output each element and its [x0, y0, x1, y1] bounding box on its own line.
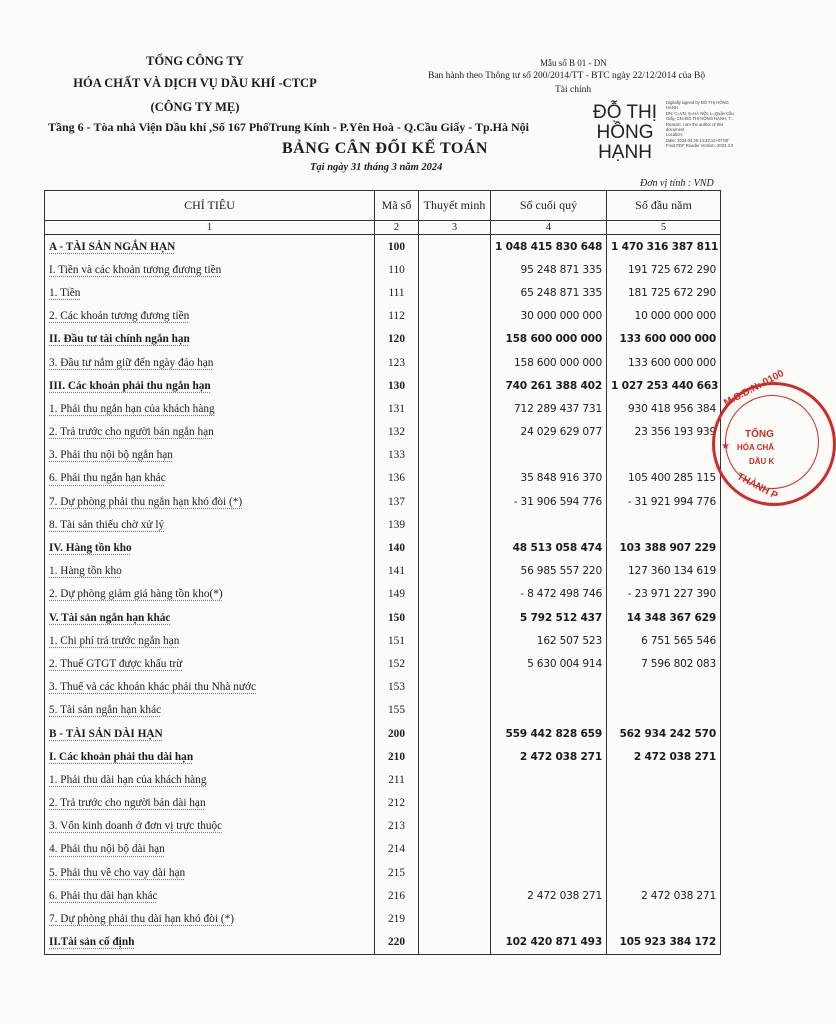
table-row [45, 838, 721, 861]
note-cell [419, 467, 491, 490]
code-cell: 153 [375, 676, 419, 699]
code-cell: 150 [375, 606, 419, 629]
indicator-cell: II. Đầu tư tài chính ngắn hạn [45, 328, 375, 351]
code-cell: 213 [375, 815, 419, 838]
table-row [45, 884, 721, 907]
end-of-quarter-value [491, 768, 607, 791]
header-end-of-quarter: Số cuối quý [491, 191, 607, 221]
end-of-quarter-value: 712 289 437 731 [491, 397, 607, 420]
stamp-text-bottom: THÀNH P [735, 471, 780, 502]
beginning-of-year-value [607, 792, 721, 815]
table-row [45, 722, 721, 745]
indicator-cell: 3. Phải thu nội bộ ngắn hạn [45, 444, 375, 467]
column-number: 2 [375, 221, 419, 235]
table-row [45, 467, 721, 490]
note-cell [419, 676, 491, 699]
beginning-of-year-value: 127 360 134 619 [607, 560, 721, 583]
table-row [45, 490, 721, 513]
note-cell [419, 699, 491, 722]
note-cell [419, 792, 491, 815]
indicator-cell: 2. Các khoản tương đương tiền [45, 305, 375, 328]
end-of-quarter-value: 158 600 000 000 [491, 351, 607, 374]
company-name-line2: HÓA CHẤT VÀ DỊCH VỤ DẦU KHÍ -CTCP [73, 76, 317, 90]
note-cell [419, 652, 491, 675]
beginning-of-year-value [607, 768, 721, 791]
end-of-quarter-value: - 31 906 594 776 [491, 490, 607, 513]
table-row [45, 258, 721, 281]
header-note: Thuyết minh [419, 191, 491, 221]
indicator-cell: 3. Đầu tư nắm giữ đến ngày đáo hạn [45, 351, 375, 374]
table-row [45, 536, 721, 559]
form-code: Mẫu số B 01 - DN [540, 58, 607, 68]
code-cell: 155 [375, 699, 419, 722]
column-number: 3 [419, 221, 491, 235]
indicator-cell: 2. Thuế GTGT được khấu trừ [45, 652, 375, 675]
end-of-quarter-value: 5 792 512 437 [491, 606, 607, 629]
end-of-quarter-value: 740 261 388 402 [491, 374, 607, 397]
column-number: 1 [45, 221, 375, 235]
note-cell [419, 444, 491, 467]
indicator-cell: 4. Phải thu nội bộ dài hạn [45, 838, 375, 861]
note-cell [419, 722, 491, 745]
table-row [45, 513, 721, 536]
code-cell: 220 [375, 931, 419, 955]
signature-detail-line: Giấy, CN=ĐỖ THỊ HỒNG HẠNH, T... [666, 116, 734, 122]
balance-sheet-body [45, 235, 721, 955]
indicator-cell: 1. Phải thu ngắn hạn của khách hàng [45, 397, 375, 420]
end-of-quarter-value: 158 600 000 000 [491, 328, 607, 351]
signature-detail-line: Reason: I am the author of this [666, 121, 724, 127]
code-cell: 110 [375, 258, 419, 281]
code-cell: 136 [375, 467, 419, 490]
beginning-of-year-value [607, 513, 721, 536]
indicator-cell: 8. Tài sản thiếu chờ xử lý [45, 513, 375, 536]
table-row [45, 629, 721, 652]
beginning-of-year-value: 14 348 367 629 [607, 606, 721, 629]
beginning-of-year-value [607, 815, 721, 838]
code-cell: 215 [375, 861, 419, 884]
table-header-row [45, 191, 721, 221]
table-row [45, 305, 721, 328]
table-row [45, 792, 721, 815]
signature-name-line1: ĐỖ THỊ [592, 102, 658, 123]
code-cell: 137 [375, 490, 419, 513]
beginning-of-year-value: 10 000 000 000 [607, 305, 721, 328]
end-of-quarter-value: 35 848 916 370 [491, 467, 607, 490]
stamp-text-mid3: DẦU K [749, 457, 775, 466]
signature-detail-line: Digitally signed by ĐỖ THỊ HỒNG [666, 100, 729, 105]
table-row [45, 328, 721, 351]
beginning-of-year-value [607, 676, 721, 699]
indicator-cell: III. Các khoản phải thu ngắn hạn [45, 374, 375, 397]
indicator-cell: 7. Dự phòng phải thu ngắn hạn khó đòi (*) [45, 490, 375, 513]
signature-detail-line: Foxit PDF Reader Version: 2023.3.0 [666, 143, 734, 149]
digital-signature-name [588, 103, 662, 163]
signature-detail-line: Location: [666, 132, 683, 138]
code-cell: 100 [375, 235, 419, 259]
end-of-quarter-value [491, 676, 607, 699]
signature-name-line2: HỒNG [596, 122, 654, 143]
code-cell: 120 [375, 328, 419, 351]
beginning-of-year-value: 1 470 316 387 811 [607, 235, 721, 259]
end-of-quarter-value: - 8 472 498 746 [491, 583, 607, 606]
header-beginning-of-year: Số đầu năm [607, 191, 721, 221]
code-cell: 111 [375, 281, 419, 304]
column-number-row [45, 221, 721, 235]
ministry-label: Tài chính [555, 85, 592, 95]
end-of-quarter-value [491, 444, 607, 467]
company-seal-stamp: M.S.D.N: 0100 ★ TỔNG HÓA CHẤ DẦU K THÀNH P [712, 382, 836, 506]
end-of-quarter-value: 56 985 557 220 [491, 560, 607, 583]
beginning-of-year-value [607, 907, 721, 930]
code-cell: 210 [375, 745, 419, 768]
note-cell [419, 374, 491, 397]
note-cell [419, 861, 491, 884]
table-row [45, 444, 721, 467]
indicator-cell: IV. Hàng tồn kho [45, 536, 375, 559]
indicator-cell: 1. Hàng tồn kho [45, 560, 375, 583]
table-row [45, 560, 721, 583]
beginning-of-year-value: 105 400 285 115 [607, 467, 721, 490]
note-cell [419, 838, 491, 861]
table-row [45, 815, 721, 838]
note-cell [419, 815, 491, 838]
stamp-text-mid2: HÓA CHẤ [737, 443, 775, 452]
table-row [45, 421, 721, 444]
note-cell [419, 745, 491, 768]
note-cell [419, 305, 491, 328]
beginning-of-year-value: 103 388 907 229 [607, 536, 721, 559]
beginning-of-year-value: 930 418 956 384 [607, 397, 721, 420]
code-cell: 130 [375, 374, 419, 397]
circular-reference: Ban hành theo Thông tư số 200/2014/TT - BTC ngày 22/12/2014 của Bộ [428, 71, 706, 81]
table-row [45, 235, 721, 259]
note-cell [419, 884, 491, 907]
end-of-quarter-value [491, 699, 607, 722]
table-row [45, 606, 721, 629]
beginning-of-year-value: 2 472 038 271 [607, 884, 721, 907]
code-cell: 112 [375, 305, 419, 328]
stamp-text-top: M.S.D.N: 0100 [722, 368, 786, 409]
note-cell [419, 281, 491, 304]
end-of-quarter-value: 162 507 523 [491, 629, 607, 652]
code-cell: 141 [375, 560, 419, 583]
end-of-quarter-value: 48 513 058 474 [491, 536, 607, 559]
indicator-cell: I. Các khoản phải thu dài hạn [45, 745, 375, 768]
note-cell [419, 328, 491, 351]
code-cell: 216 [375, 884, 419, 907]
end-of-quarter-value: 102 420 871 493 [491, 931, 607, 955]
end-of-quarter-value: 1 048 415 830 648 [491, 235, 607, 259]
note-cell [419, 235, 491, 259]
note-cell [419, 258, 491, 281]
code-cell: 212 [375, 792, 419, 815]
note-cell [419, 351, 491, 374]
end-of-quarter-value [491, 815, 607, 838]
indicator-cell: 7. Dự phòng phải thu dài hạn khó đòi (*) [45, 907, 375, 930]
beginning-of-year-value: 7 596 802 083 [607, 652, 721, 675]
code-cell: 214 [375, 838, 419, 861]
beginning-of-year-value: 6 751 565 546 [607, 629, 721, 652]
indicator-cell: 6. Phải thu dài hạn khác [45, 884, 375, 907]
beginning-of-year-value: 105 923 384 172 [607, 931, 721, 955]
note-cell [419, 768, 491, 791]
signature-name-line3: HẠNH [598, 142, 652, 163]
beginning-of-year-value: 1 027 253 440 663 [607, 374, 721, 397]
signature-detail-line: HẠNH [666, 105, 678, 111]
code-cell: 139 [375, 513, 419, 536]
code-cell: 133 [375, 444, 419, 467]
indicator-cell: 2. Dự phòng giảm giá hàng tồn kho(*) [45, 583, 375, 606]
code-cell: 149 [375, 583, 419, 606]
indicator-cell: 1. Phải thu dài hạn của khách hàng [45, 768, 375, 791]
note-cell [419, 907, 491, 930]
beginning-of-year-value: - 23 971 227 390 [607, 583, 721, 606]
table-row [45, 281, 721, 304]
end-of-quarter-value: 24 029 629 077 [491, 421, 607, 444]
stamp-text-mid1: TỔNG [745, 429, 774, 440]
indicator-cell: 1. Chi phí trả trước ngắn hạn [45, 629, 375, 652]
beginning-of-year-value: 562 934 242 570 [607, 722, 721, 745]
note-cell [419, 397, 491, 420]
end-of-quarter-value: 95 248 871 335 [491, 258, 607, 281]
table-row [45, 351, 721, 374]
note-cell [419, 583, 491, 606]
table-row [45, 699, 721, 722]
end-of-quarter-value [491, 792, 607, 815]
column-number: 5 [607, 221, 721, 235]
beginning-of-year-value: 191 725 672 290 [607, 258, 721, 281]
header-indicator: CHỈ TIÊU [45, 191, 375, 221]
signature-detail-line: document [666, 127, 685, 133]
beginning-of-year-value: 2 472 038 271 [607, 745, 721, 768]
code-cell: 140 [375, 536, 419, 559]
table-row [45, 397, 721, 420]
end-of-quarter-value [491, 838, 607, 861]
code-cell: 200 [375, 722, 419, 745]
table-row [45, 652, 721, 675]
document-title: BẢNG CÂN ĐỐI KẾ TOÁN [282, 140, 488, 157]
digital-signature-details [666, 100, 758, 149]
column-number: 4 [491, 221, 607, 235]
indicator-cell: 5. Tài sản ngắn hạn khác [45, 699, 375, 722]
table-row [45, 583, 721, 606]
note-cell [419, 606, 491, 629]
company-address: Tầng 6 - Tòa nhà Viện Dầu khí ,Số 167 PhốTrung Kính - P.Yên Hoà - Q.Cầu Giấy - Tp.Hà Nội [48, 120, 530, 134]
end-of-quarter-value: 30 000 000 000 [491, 305, 607, 328]
indicator-cell: 2. Trả trước cho người bán ngắn hạn [45, 421, 375, 444]
indicator-cell: 3. Vốn kinh doanh ở đơn vị trực thuộc [45, 815, 375, 838]
end-of-quarter-value: 65 248 871 335 [491, 281, 607, 304]
indicator-cell: 6. Phải thu ngắn hạn khác [45, 467, 375, 490]
indicator-cell: B - TÀI SẢN DÀI HẠN [45, 722, 375, 745]
code-cell: 123 [375, 351, 419, 374]
code-cell: 131 [375, 397, 419, 420]
header-code: Mã số [375, 191, 419, 221]
code-cell: 211 [375, 768, 419, 791]
beginning-of-year-value [607, 699, 721, 722]
code-cell: 219 [375, 907, 419, 930]
table-row [45, 745, 721, 768]
beginning-of-year-value: 23 356 193 939 [607, 421, 721, 444]
balance-sheet-table [44, 190, 721, 955]
signature-detail-line: Date: 2024.04.26 14:22:14+07'00' [666, 137, 729, 143]
table-row [45, 931, 721, 955]
indicator-cell: 2. Trả trước cho người bán dài hạn [45, 792, 375, 815]
note-cell [419, 560, 491, 583]
note-cell [419, 490, 491, 513]
beginning-of-year-value: 133 600 000 000 [607, 351, 721, 374]
indicator-cell: 5. Phải thu về cho vay dài hạn [45, 861, 375, 884]
table-row [45, 907, 721, 930]
beginning-of-year-value [607, 838, 721, 861]
note-cell [419, 536, 491, 559]
beginning-of-year-value [607, 861, 721, 884]
code-cell: 132 [375, 421, 419, 444]
note-cell [419, 931, 491, 955]
beginning-of-year-value: 133 600 000 000 [607, 328, 721, 351]
indicator-cell: I. Tiền và các khoản tương đương tiền [45, 258, 375, 281]
beginning-of-year-value: 181 725 672 290 [607, 281, 721, 304]
code-cell: 151 [375, 629, 419, 652]
currency-unit: Đơn vị tính : VND [640, 178, 714, 189]
table-row [45, 676, 721, 699]
note-cell [419, 421, 491, 444]
indicator-cell: 3. Thuế và các khoản khác phải thu Nhà nước [45, 676, 375, 699]
indicator-cell: II.Tài sản cố định [45, 931, 375, 955]
signature-detail-line: DN: C=VN, S=HÀ NỘI, L=Quận Cầu [666, 110, 734, 116]
note-cell [419, 629, 491, 652]
indicator-cell: A - TÀI SẢN NGẮN HẠN [45, 235, 375, 259]
end-of-quarter-value: 5 630 004 914 [491, 652, 607, 675]
indicator-cell: 1. Tiền [45, 281, 375, 304]
end-of-quarter-value: 559 442 828 659 [491, 722, 607, 745]
end-of-quarter-value [491, 513, 607, 536]
end-of-quarter-value: 2 472 038 271 [491, 884, 607, 907]
indicator-cell: V. Tài sản ngắn hạn khác [45, 606, 375, 629]
code-cell: 152 [375, 652, 419, 675]
company-name-line3: (CÔNG TY MẸ) [150, 100, 240, 114]
end-of-quarter-value [491, 907, 607, 930]
table-row [45, 374, 721, 397]
end-of-quarter-value: 2 472 038 271 [491, 745, 607, 768]
table-row [45, 768, 721, 791]
company-name-line1: TỔNG CÔNG TY [146, 54, 244, 68]
beginning-of-year-value [607, 444, 721, 467]
end-of-quarter-value [491, 861, 607, 884]
beginning-of-year-value: - 31 921 994 776 [607, 490, 721, 513]
document-date: Tại ngày 31 tháng 3 năm 2024 [310, 162, 443, 173]
table-row [45, 861, 721, 884]
note-cell [419, 513, 491, 536]
